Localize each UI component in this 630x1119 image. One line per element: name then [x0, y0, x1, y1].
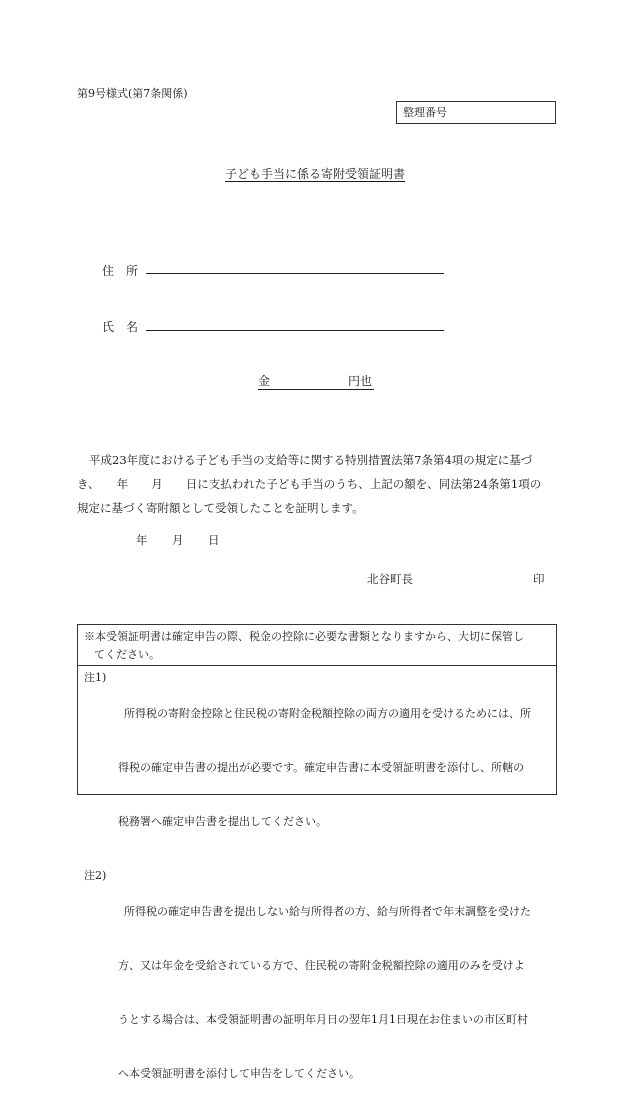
note-line: 所得税の確定申告書を提出しない給与所得者の方、給与所得者で年末調整を受けた: [124, 905, 531, 918]
issuer-name: 北谷町長: [367, 572, 413, 586]
body-line: 規定に基づく寄附額として受領したことを証明します。: [77, 501, 364, 515]
note-2: [84, 867, 550, 1119]
note-line: 方、又は年金を受給されている方で、住民税の寄附金税額控除の適用のみを受けよ: [118, 959, 525, 972]
notice-line: ※本受領証明書は確定申告の際、税金の控除に必要な書類となりますから、大切に保管し: [84, 630, 524, 643]
document-title: 子ども手当に係る寄附受領証明書: [224, 167, 405, 181]
notice-line: てください。: [94, 648, 160, 661]
body-line: き、 年 月 日に支払われた子ども手当のうち、上記の額を、同法第24条第1項の: [77, 477, 542, 491]
note-line: 税務署へ確定申告書を提出してください。: [118, 815, 327, 828]
form-number: 第9号様式(第7条関係): [77, 87, 188, 100]
name-line[interactable]: [146, 330, 444, 331]
note-mark: 注1): [84, 671, 107, 684]
note-line: 所得税の寄附金控除と住民税の寄附金税額控除の両方の適用を受けるためには、所: [124, 707, 531, 720]
note-mark: 注2): [84, 869, 107, 882]
notice-box: [77, 624, 557, 1080]
note-line: 得税の確定申告書の提出が必要です。確定申告書に本受領証明書を添付し、所轄の: [118, 761, 525, 774]
certification-text: [77, 448, 557, 520]
seal-mark: 印: [533, 572, 545, 586]
date-month: 月: [172, 533, 184, 547]
body-line: 平成23年度における子ども手当の支給等に関する特別措置法第7条第4項の規定に基づ: [89, 453, 533, 467]
date-year: 年: [136, 533, 148, 547]
notes-list: [78, 667, 556, 1119]
amount-suffix: 円也: [347, 374, 372, 388]
amount-line: [258, 373, 374, 390]
reference-number-box: 整理番号: [396, 101, 556, 124]
note-1: [84, 669, 550, 867]
address-label: 住 所: [102, 264, 139, 278]
name-label: 氏 名: [102, 320, 139, 334]
notice-important: [78, 625, 556, 666]
amount-prefix: 金: [258, 374, 271, 388]
date-day: 日: [208, 533, 220, 547]
note-line: へ本受領証明書を添付して申告をしてください。: [118, 1067, 360, 1080]
note-line: うとする場合は、本受領証明書の証明年月日の翌年1月1日現在お住まいの市区町村: [118, 1013, 528, 1026]
address-line[interactable]: [146, 273, 444, 274]
